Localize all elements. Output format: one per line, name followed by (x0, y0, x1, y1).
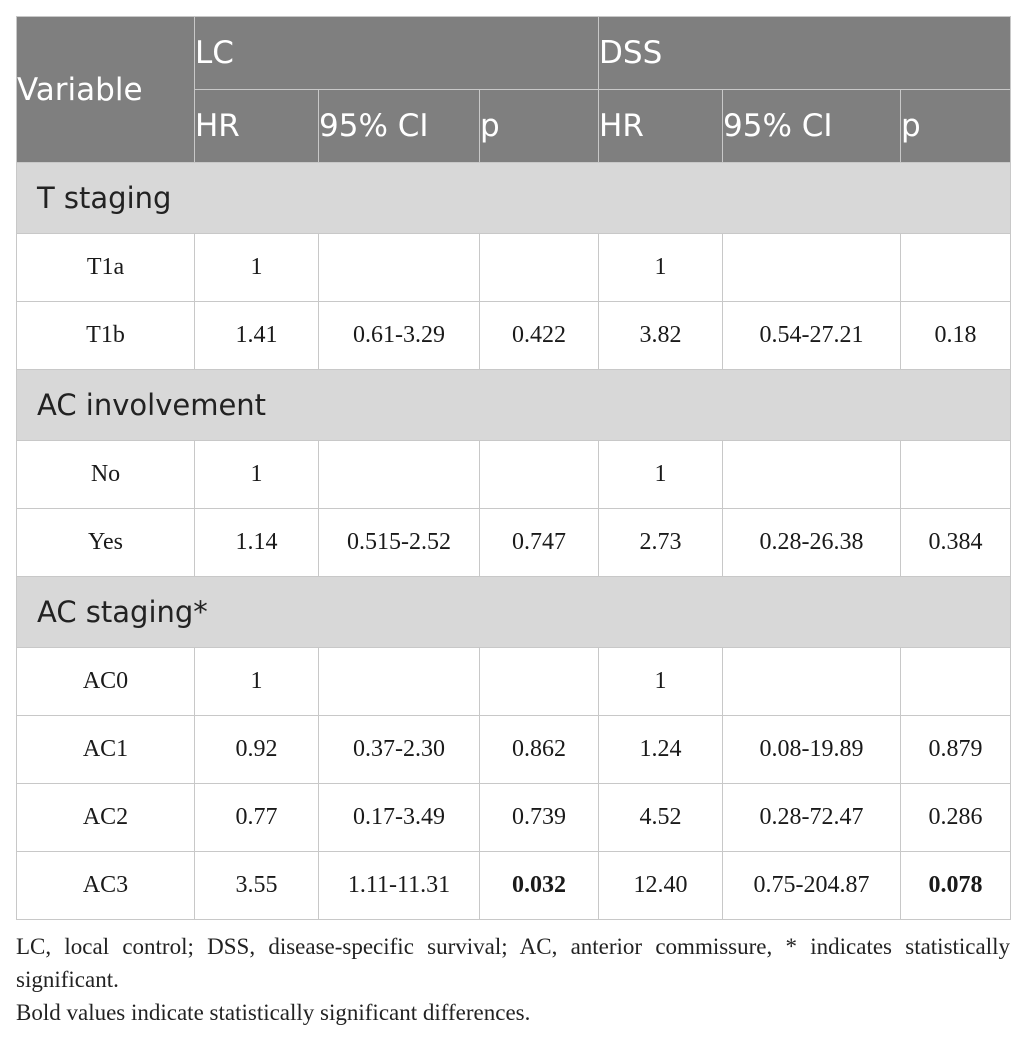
dss-ci-cell: 0.75-204.87 (723, 852, 901, 920)
lc-ci-cell: 0.61-3.29 (319, 302, 480, 370)
header-row-groups (17, 17, 1011, 90)
bold-footnote: Bold values indicate statistically significant differences. (16, 1000, 531, 1025)
table-row (17, 648, 1011, 716)
table-row (17, 716, 1011, 784)
dss-hr-cell: 4.52 (599, 784, 723, 852)
dss-hr-cell: 12.40 (599, 852, 723, 920)
table-row (17, 852, 1011, 920)
lc-ci-cell: 0.17-3.49 (319, 784, 480, 852)
row-label: AC2 (17, 784, 195, 852)
section-row (17, 370, 1011, 441)
row-label: T1b (17, 302, 195, 370)
table-row (17, 441, 1011, 509)
lc-ci-header: 95% CI (319, 90, 480, 163)
dss-p-cell: 0.286 (901, 784, 1011, 852)
dss-ci-cell (723, 648, 901, 716)
lc-p-cell (480, 234, 599, 302)
dss-p-cell (901, 234, 1011, 302)
dss-hr-cell: 3.82 (599, 302, 723, 370)
table-row (17, 509, 1011, 577)
section-title: T staging (17, 163, 1011, 234)
dss-ci-cell (723, 441, 901, 509)
dss-ci-cell: 0.08-19.89 (723, 716, 901, 784)
dss-p-cell: 0.18 (901, 302, 1011, 370)
dss-p-cell: 0.384 (901, 509, 1011, 577)
lc-p-cell (480, 441, 599, 509)
lc-p-cell-significant: 0.032 (480, 852, 599, 920)
results-table-container (16, 16, 1010, 1029)
table-row (17, 234, 1011, 302)
lc-hr-cell: 1 (195, 234, 319, 302)
lc-ci-cell: 1.11-11.31 (319, 852, 480, 920)
section-row (17, 577, 1011, 648)
dss-hr-cell: 1.24 (599, 716, 723, 784)
lc-p-cell: 0.747 (480, 509, 599, 577)
lc-hr-cell: 0.77 (195, 784, 319, 852)
hazard-ratio-table (16, 16, 1011, 920)
dss-hr-cell: 1 (599, 648, 723, 716)
table-row (17, 784, 1011, 852)
lc-hr-cell: 1.14 (195, 509, 319, 577)
dss-p-cell: 0.879 (901, 716, 1011, 784)
table-footnotes (16, 930, 1010, 1029)
dss-p-cell (901, 648, 1011, 716)
lc-ci-cell (319, 441, 480, 509)
lc-p-cell: 0.862 (480, 716, 599, 784)
lc-p-cell: 0.739 (480, 784, 599, 852)
dss-p-cell-significant: 0.078 (901, 852, 1011, 920)
dss-ci-cell (723, 234, 901, 302)
dss-p-cell (901, 441, 1011, 509)
section-title: AC involvement (17, 370, 1011, 441)
lc-hr-cell: 1 (195, 441, 319, 509)
dss-ci-cell: 0.28-72.47 (723, 784, 901, 852)
lc-hr-header: HR (195, 90, 319, 163)
lc-ci-cell (319, 648, 480, 716)
dss-ci-header: 95% CI (723, 90, 901, 163)
lc-ci-cell: 0.37-2.30 (319, 716, 480, 784)
section-row (17, 163, 1011, 234)
dss-group-header: DSS (599, 17, 1011, 90)
abbreviations-footnote: LC, local control; DSS, disease-specific survival; AC, anterior commissure, * indicates statistically significant. (16, 934, 1010, 992)
table-row (17, 302, 1011, 370)
variable-header: Variable (17, 17, 195, 163)
row-label: AC3 (17, 852, 195, 920)
row-label: T1a (17, 234, 195, 302)
dss-hr-cell: 1 (599, 441, 723, 509)
section-title: AC staging* (17, 577, 1011, 648)
lc-group-header: LC (195, 17, 599, 90)
lc-ci-cell: 0.515-2.52 (319, 509, 480, 577)
lc-hr-cell: 1.41 (195, 302, 319, 370)
lc-p-cell: 0.422 (480, 302, 599, 370)
dss-ci-cell: 0.28-26.38 (723, 509, 901, 577)
dss-hr-header: HR (599, 90, 723, 163)
dss-hr-cell: 1 (599, 234, 723, 302)
lc-p-header: p (480, 90, 599, 163)
dss-hr-cell: 2.73 (599, 509, 723, 577)
row-label: AC1 (17, 716, 195, 784)
lc-hr-cell: 1 (195, 648, 319, 716)
dss-p-header: p (901, 90, 1011, 163)
row-label: Yes (17, 509, 195, 577)
lc-ci-cell (319, 234, 480, 302)
row-label: AC0 (17, 648, 195, 716)
lc-hr-cell: 0.92 (195, 716, 319, 784)
lc-p-cell (480, 648, 599, 716)
lc-hr-cell: 3.55 (195, 852, 319, 920)
row-label: No (17, 441, 195, 509)
dss-ci-cell: 0.54-27.21 (723, 302, 901, 370)
